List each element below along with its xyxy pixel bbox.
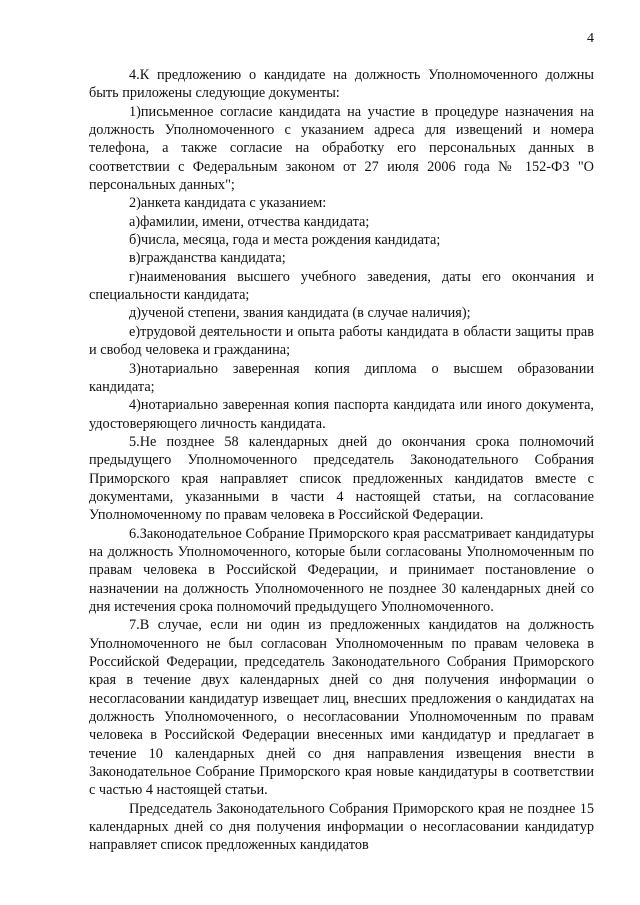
page-number: 4 [587, 31, 594, 46]
paragraph-4-intro: 4.К предложению о кандидате на должность Уполномоченного должны быть приложены следующие документы: [89, 67, 594, 102]
paragraph-item-2g: г)наименования высшего учебного заведения, даты его окончания и специальности кандидата; [89, 268, 594, 304]
paragraph-item-2d: д)ученой степени, звания кандидата (в случае наличия); [129, 305, 471, 322]
paragraph-item-2b: б)числа, месяца, года и места рождения кандидата; [129, 232, 441, 249]
paragraph-item-2v: в)гражданства кандидата; [129, 250, 286, 267]
paragraph-5: 5.Не позднее 58 календарных дней до окончания срока полномочий предыдущего Уполномоченного председатель Законодательного Собрания Приморского края направляет список предложенных кандидатов вместе с документами, указанными в части 4 настоящей статьи, на согласование Уполномоченному по правам человека в Российской Федерации. [89, 433, 594, 524]
paragraph-item-3: 3)нотариально заверенная копия диплома о высшем образовании кандидата; [89, 360, 594, 395]
document-body [89, 66, 594, 855]
paragraph-7-continued: Председатель Законодательного Собрания Приморского края не позднее 15 календарных дней со дня получения информации о несогласовании кандидатур направляет список предложенных кандидатов [89, 800, 594, 854]
paragraph-item-2a: а)фамилии, имени, отчества кандидата; [129, 213, 370, 230]
paragraph-item-2: 2)анкета кандидата с указанием: [129, 195, 327, 212]
paragraph-7: 7.В случае, если ни один из предложенных кандидатов на должность Уполномоченного не был согласован Уполномоченным по правам человека в Российской Федерации, председатель Законодательного Собрания Приморского края в течение двух календарных дней со дня получения информации о несогласовании кандидатур извещает лиц, внесших предложения о кандидатах на должность Уполномоченного, о несогласовании Уполномоченным по правам человека в Российской Федерации внесенных ими кандидатур и предлагает в течение 10 календарных дней со дня направления извещения внести в Законодательное Собрание Приморского края новые кандидатуры в соответствии с частью 4 настоящей статьи. [89, 617, 594, 799]
paragraph-item-4: 4)нотариально заверенная копия паспорта кандидата или иного документа, удостоверяющего личность кандидата. [89, 397, 594, 432]
paragraph-item-2e: е)трудовой деятельности и опыта работы кандидата в области защиты прав и свобод человека и гражданина; [89, 323, 594, 359]
paragraph-6: 6.Законодательное Собрание Приморского края рассматривает кандидатуры на должность Уполномоченного, которые были согласованы Уполномоченным по правам человека в Российской Федерации, и принимает постановление о назначении на должность Уполномоченного не позднее 30 календарных дней со дня истечения срока полномочий предыдущего Уполномоченного. [89, 525, 594, 615]
paragraph-item-1: 1)письменное согласие кандидата на участие в процедуре назначения на должность Уполномоченного с указанием адреса для извещений и номера телефона, а также согласие на обработку его персональных данных в соответствии с Федеральным законом от 27 июля 2006 года № 152-ФЗ "О персональных данных"; [89, 103, 594, 194]
